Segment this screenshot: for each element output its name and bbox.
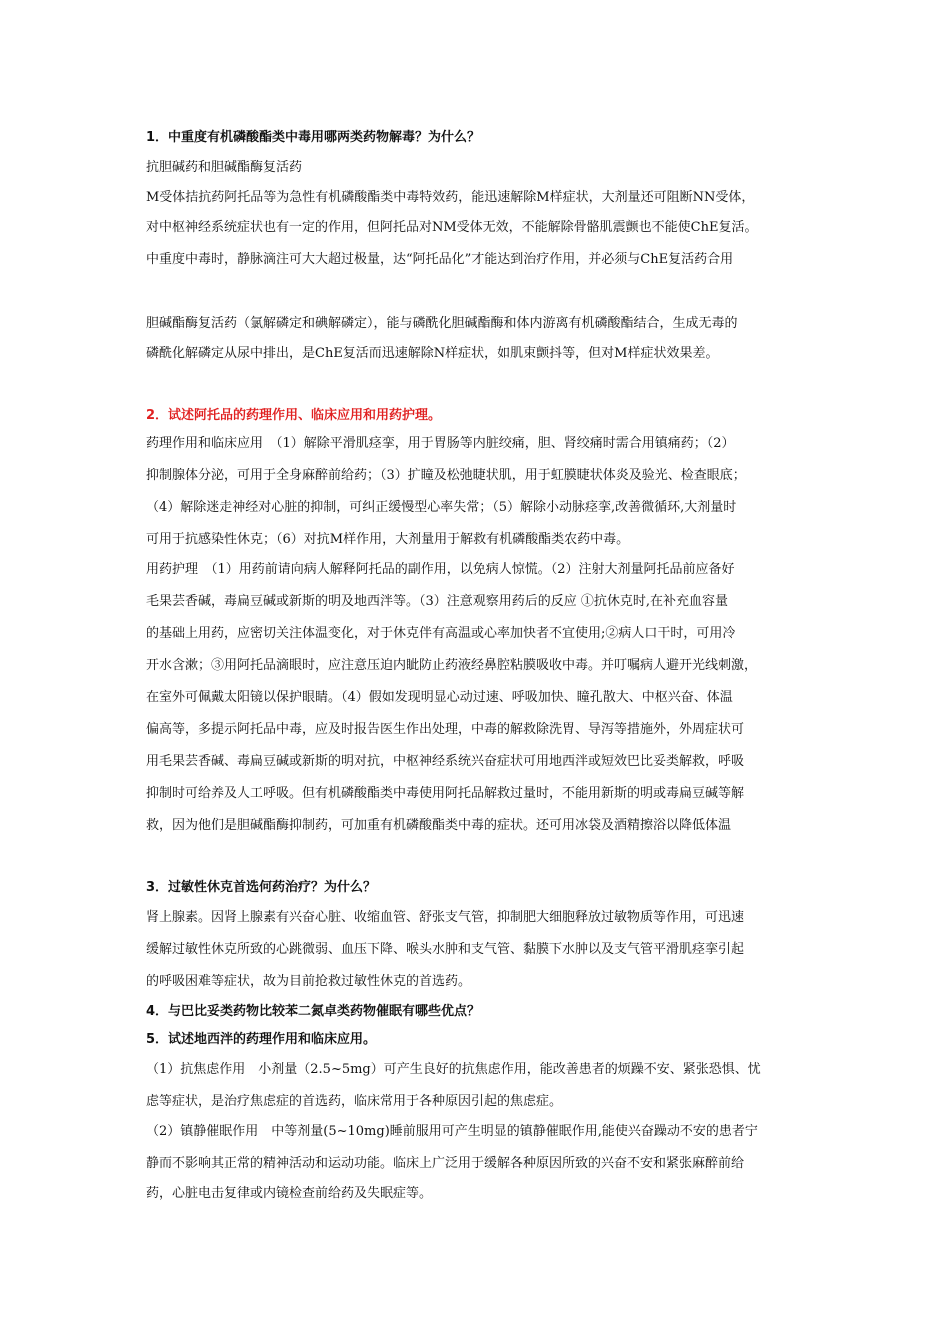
q2-line: 偏高等，多提示阿托品中毒，应及时报告医生作出处理，中毒的解救除洗胃、导泻等措施外，外周症状可 [146,722,745,737]
q5-line: 静而不影响其正常的精神活动和运动功能。临床上广泛用于缓解各种原因所致的兴奋不安和紧张麻醉前给 [146,1156,745,1171]
q3-line: 肾上腺素。因肾上腺素有兴奋心脏、收缩血管、舒张支气管，抑制肥大细胞释放过敏物质等作用，可迅速 [146,910,745,925]
q1-line: 中重度中毒时，静脉滴注可大大超过极量，达“阿托品化”才能达到治疗作用，并必须与ChE复活药合用 [146,252,734,267]
q5-line: 虑等症状，是治疗焦虑症的首选药，临床常用于各种原因引起的焦虑症。 [146,1094,563,1109]
q1-line: 磷酰化解磷定从尿中排出，是ChE复活而迅速解除N样症状，如肌束颤抖等，但对M样症状效果差。 [146,346,719,361]
q2-line: 用药护理 （1）用药前请向病人解释阿托品的副作用，以免病人惊慌。（2）注射大剂量阿托品前应备好 [146,562,735,577]
q2-line: 抑制腺体分泌，可用于全身麻醉前给药；（3）扩瞳及松弛睫状肌，用于虹膜睫状体炎及验光、检查眼底； [146,468,746,483]
q2-line: 抑制时可给养及人工呼吸。但有机磷酸酯类中毒使用阿托品解救过量时，不能用新斯的明或毒扁豆碱等解 [146,786,745,801]
question-1-title: 1．中重度有机磷酸酯类中毒用哪两类药物解毒？为什么？ [146,130,481,145]
q5-line: （1）抗焦虑作用 小剂量（2.5~5mg）可产生良好的抗焦虑作用，能改善患者的烦躁不安、紧张恐惧、忧 [146,1062,761,1077]
q2-line: 的基础上用药，应密切关注体温变化，对于休克伴有高温或心率加快者不宜使用;②病人口干时，可用冷 [146,626,736,641]
q2-line: 开水含漱；③用阿托品滴眼时，应注意压迫内眦防止药液经鼻腔粘膜吸收中毒。并叮嘱病人避开光线刺激， [146,658,758,673]
q5-line: （2）镇静催眠作用 中等剂量(5~10mg)睡前服用可产生明显的镇静催眠作用,能使兴奋躁动不安的患者宁 [146,1124,758,1139]
q5-line: 药，心脏电击复律或内镜检查前给药及失眠症等。 [146,1186,433,1201]
q1-line: 抗胆碱药和胆碱酯酶复活药 [146,160,303,175]
q2-line: 用毛果芸香碱、毒扁豆碱或新斯的明对抗，中枢神经系统兴奋症状可用地西泮或短效巴比妥类解救，呼吸 [146,754,745,769]
question-2-title: 2．试述阿托品的药理作用、临床应用和用药护理。 [146,408,442,423]
q2-line: 在室外可佩戴太阳镜以保护眼睛。（4）假如发现明显心动过速、呼吸加快、瞳孔散大、中枢兴奋、体温 [146,690,733,705]
question-4-title: 4．与巴比妥类药物比较苯二氮卓类药物催眠有哪些优点？ [146,1004,481,1019]
question-3-title: 3．过敏性休克首选何药治疗？为什么？ [146,880,377,895]
q2-line: 救，因为他们是胆碱酯酶抑制药，可加重有机磷酸酯类中毒的症状。还可用冰袋及酒精擦浴以降低体温 [146,818,732,833]
question-5-title: 5．试述地西泮的药理作用和临床应用。 [146,1032,377,1047]
q1-line: 胆碱酯酶复活药（氯解磷定和碘解磷定），能与磷酰化胆碱酯酶和体内游离有机磷酸酯结合，生成无毒的 [146,316,738,331]
q2-line: 可用于抗感染性休克；（6）对抗M样作用，大剂量用于解救有机磷酸酯类农药中毒。 [146,532,630,547]
q1-line: M受体拮抗药阿托品等为急性有机磷酸酯类中毒特效药，能迅速解除M样症状，大剂量还可阻断NN受体， [146,190,755,205]
q3-line: 缓解过敏性休克所致的心跳微弱、血压下降、喉头水肿和支气管、黏膜下水肿以及支气管平滑肌痉挛引起 [146,942,745,957]
q2-line: （4）解除迷走神经对心脏的抑制，可纠正缓慢型心率失常；（5）解除小动脉痉挛,改善微循环,大剂量时 [146,500,737,515]
q2-line: 药理作用和临床应用 （1）解除平滑肌痉挛，用于胃肠等内脏绞痛，胆、肾绞痛时需合用镇痛药；（2） [146,436,735,451]
q1-line: 对中枢神经系统症状也有一定的作用，但阿托品对NM受体无效，不能解除骨骼肌震颤也不能使ChE复活。 [146,220,758,235]
q2-line: 毛果芸香碱，毒扁豆碱或新斯的明及地西泮等。（3）注意观察用药后的反应 ①抗休克时,在补充血容量 [146,594,729,609]
q3-line: 的呼吸困难等症状，故为目前抢救过敏性休克的首选药。 [146,974,472,989]
